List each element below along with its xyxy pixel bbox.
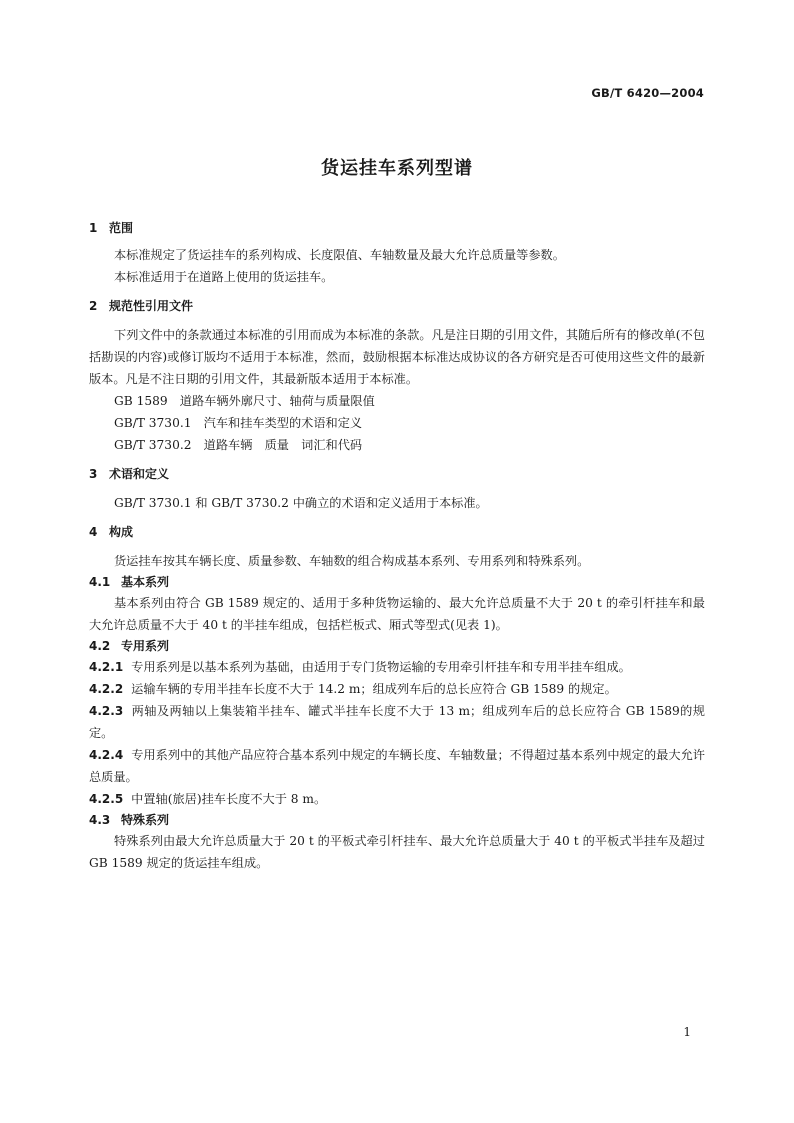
document-body <box>89 218 705 874</box>
paragraph: 下列文件中的条款通过本标准的引用而成为本标准的条款。凡是注日期的引用文件，其随后所有的修改单(不包括勘误的内容)或修订版均不适用于本标准，然而，鼓励根据本标准达成协议的各方研究是否可使用这些文件的最新版本。凡是不注日期的引用文件，其最新版本适用于本标准。 <box>89 328 705 386</box>
section-title: 规范性引用文件 <box>109 299 194 313</box>
subsection-number: 4.3 <box>89 813 111 827</box>
clause-number: 4.2.1 <box>89 660 124 674</box>
standard-number: GB/T 6420—2004 <box>591 86 704 100</box>
clause-number: 4.2.2 <box>89 682 124 696</box>
section-number: 2 <box>89 299 98 313</box>
clause <box>89 656 705 678</box>
section-title: 范围 <box>109 221 134 235</box>
subsection-heading-special-series <box>89 810 705 830</box>
clause <box>89 678 705 700</box>
page-number: 1 <box>683 1025 691 1039</box>
paragraph: 本标准适用于在道路上使用的货运挂车。 <box>114 270 334 284</box>
section-title: 术语和定义 <box>109 467 170 481</box>
paragraph: 本标准规定了货运挂车的系列构成、长度限值、车轴数量及最大允许总质量等参数。 <box>114 248 565 262</box>
clause <box>89 744 705 788</box>
clause-text: 运输车辆的专用半挂车长度不大于 14.2 m；组成列车后的总长应符合 GB 1589 的规定。 <box>131 682 617 696</box>
subsection-title: 专用系列 <box>121 639 170 653</box>
section-heading-composition <box>89 522 705 542</box>
reference-item: GB/T 3730.1 汽车和挂车类型的术语和定义 <box>114 416 363 430</box>
clause-text: 专用系列中的其他产品应符合基本系列中规定的车辆长度、车轴数量；不得超过基本系列中规定的最大允许总质量。 <box>89 748 705 784</box>
clause-text: 中置轴(旅居)挂车长度不大于 8 m。 <box>131 792 327 806</box>
reference-item: GB 1589 道路车辆外廓尺寸、轴荷与质量限值 <box>114 394 375 408</box>
clause <box>89 788 705 810</box>
clause-number: 4.2.4 <box>89 748 124 762</box>
clause-text: 专用系列是以基本系列为基础，由适用于专门货物运输的专用牵引杆挂车和专用半挂车组成。 <box>131 660 631 674</box>
section-heading-normative-references <box>89 296 705 316</box>
clause-text: 两轴及两轴以上集装箱半挂车、罐式半挂车长度不大于 13 m；组成列车后的总长应符合 GB 1589的规定。 <box>89 704 705 740</box>
clause <box>89 700 705 744</box>
section-title: 构成 <box>109 525 134 539</box>
clause-number: 4.2.3 <box>89 704 124 718</box>
subsection-number: 4.2 <box>89 639 111 653</box>
subsection-title: 基本系列 <box>121 575 170 589</box>
reference-item: GB/T 3730.2 道路车辆 质量 词汇和代码 <box>114 438 363 452</box>
paragraph: 特殊系列由最大允许总质量大于 20 t 的平板式牵引杆挂车、最大允许总质量大于 40 t 的平板式半挂车及超过 GB 1589 规定的货运挂车组成。 <box>89 834 705 870</box>
subsection-heading-special-purpose-series <box>89 636 705 656</box>
section-heading-scope <box>89 218 705 238</box>
paragraph: 货运挂车按其车辆长度、质量参数、车轴数的组合构成基本系列、专用系列和特殊系列。 <box>114 554 590 568</box>
section-number: 3 <box>89 467 98 481</box>
clause-number: 4.2.5 <box>89 792 124 806</box>
section-number: 1 <box>89 221 98 235</box>
section-heading-terms <box>89 464 705 484</box>
subsection-number: 4.1 <box>89 575 111 589</box>
paragraph: GB/T 3730.1 和 GB/T 3730.2 中确立的术语和定义适用于本标准。 <box>114 496 488 510</box>
paragraph: 基本系列由符合 GB 1589 规定的、适用于多种货物运输的、最大允许总质量不大于 20 t 的牵引杆挂车和最大允许总质量不大于 40 t 的半挂车组成，包括栏板式、厢式等型式(见表 1)。 <box>89 596 705 632</box>
document-title: 货运挂车系列型谱 <box>321 158 473 179</box>
subsection-title: 特殊系列 <box>121 813 170 827</box>
subsection-heading-basic-series <box>89 572 705 592</box>
section-number: 4 <box>89 525 98 539</box>
